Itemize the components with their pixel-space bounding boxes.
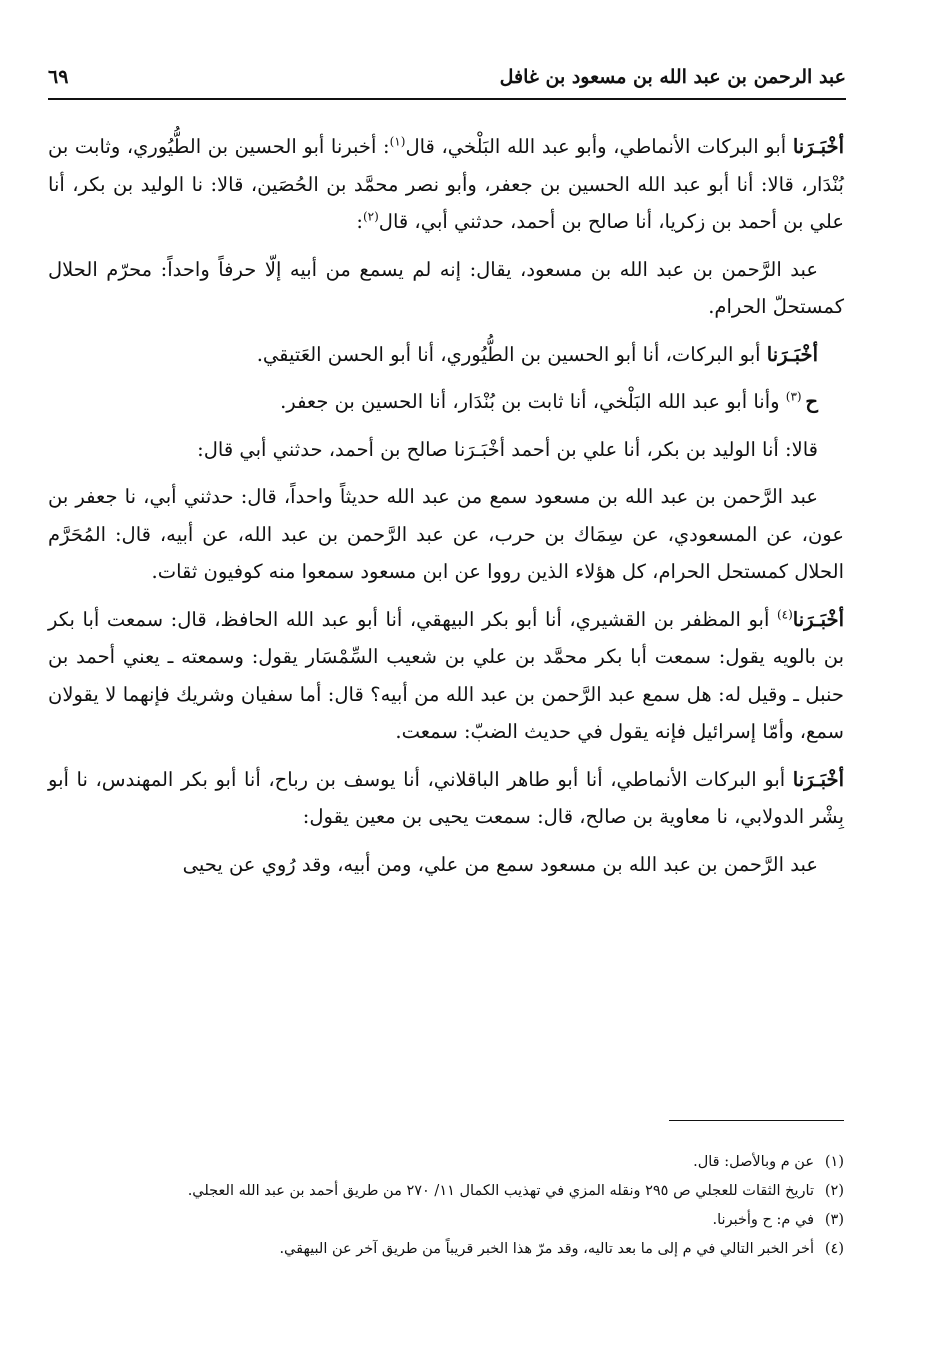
paragraph-2 xyxy=(48,251,844,326)
footnote-ref: (١) xyxy=(389,134,406,149)
footnote-number: (١) xyxy=(824,1154,844,1170)
paragraph-text: أبو المظفر بن القشيري، أنا أبو بكر البيهقي، أنا أبو عبد الله الحافظ، قال: سمعت أبا بكر بن بالويه يقول: سمعت أبا بكر محمَّد بن علي بن شعيب السِّمْسَار يقول: وسمعته ـ يعني أحمد بن حنبل ـ وقيل له: هل سمع عبد الرَّحمن بن عبد الله من أبيه؟ قال: أما سفيان وشريك فإنهما لا يقولان سمع، وأمّا إسرائيل فإنه يقول في حديث الضبّ: سمعت. xyxy=(48,607,844,743)
footnote-ref: (٤) xyxy=(776,607,793,621)
footnote-number: (٢) xyxy=(824,1183,844,1199)
paragraph-text: وأنا أبو عبد الله البَلْخي، أنا ثابت بن بُنْدَار، أنا الحسين بن جعفر. xyxy=(280,390,786,413)
paragraph-5 xyxy=(48,431,844,469)
paragraph-text: عبد الرَّحمن بن عبد الله بن مسعود، يقال: إنه لم يسمع من أبيه إلّا حرفاً واحداً: محرّم الحلال كمستحلّ الحرام. xyxy=(48,257,844,318)
paragraph-text: : xyxy=(356,210,363,233)
paragraph-text: عبد الرَّحمن بن عبد الله بن مسعود سمع من علي، ومن أبيه، وقد رُوي عن يحيى xyxy=(182,852,818,876)
footnotes xyxy=(48,1148,844,1264)
paragraph-text: عبد الرَّحمن بن عبد الله بن مسعود سمع من عبد الله حديثاً واحداً، قال: حدثني أبي، نا جعفر بن عون، عن المسعودي، عن سِمَاك بن حرب، عن عبد الرَّحمن بن عبد الله، عن أبيه، قال: المُحَرَّم الحلال كمستحل الحرام، كل هؤلاء الذين رووا عن ابن مسعود سمعوا منه كوفيون ثقات. xyxy=(48,485,844,583)
paragraph-6 xyxy=(48,478,844,591)
paragraph-lead: ح xyxy=(805,390,818,413)
main-text xyxy=(48,128,844,893)
footnote-ref: (٢) xyxy=(362,209,379,224)
paragraph-text: أبو البركات، أنا أبو الحسين بن الطُّيُوري، أنا أبو الحسن العَتيقي. xyxy=(256,342,767,366)
footnote-number: (٣) xyxy=(824,1212,844,1228)
running-header xyxy=(48,62,846,96)
footnote-text: أخر الخبر التالي في م إلى ما بعد تاليه، وقد مرّ هذا الخبر قريباً من طريق آخر عن البيهقي. xyxy=(279,1241,814,1257)
paragraph-lead: أخْبَـرَنا xyxy=(792,607,844,631)
header-rule xyxy=(48,98,846,100)
page-number: ٦٩ xyxy=(48,66,69,88)
paragraph-4 xyxy=(48,383,844,421)
paragraph-lead: أخْبَـرَنا xyxy=(766,342,818,366)
footnote-ref: (٣) xyxy=(785,389,806,404)
paragraph-9 xyxy=(48,846,844,884)
paragraph-lead: أخْبَـرَنا xyxy=(792,767,844,791)
paragraph-text: أبو البركات الأنماطي، وأبو عبد الله البَلْخي، قال xyxy=(405,135,793,158)
footnote-rule xyxy=(669,1120,844,1121)
paragraph-lead: أخْبَـرَنا xyxy=(792,135,845,158)
footnote-text: في م: ح وأخبرنا. xyxy=(712,1212,814,1228)
footnote-text: عن م وبالأصل: قال. xyxy=(693,1154,814,1170)
paragraph-7 xyxy=(48,601,844,751)
paragraph-text: أبو البركات الأنماطي، أنا أبو طاهر الباقلاني، أنا يوسف بن رباح، أنا أبو بكر المهندس، نا أبو بِشْر الدولابي، نا معاوية بن صالح، قال: سمعت يحيى بن معين يقول: xyxy=(48,767,844,828)
paragraph-3 xyxy=(48,336,844,374)
footnote-4 xyxy=(48,1235,844,1264)
paragraph-text: : أخبرنا أبو الحسين بن الطُّيُوري، وثابت بن بُنْدَار، قالا: أنا أبو عبد الله الحسين بن جعفر، وأبو نصر محمَّد بن الحُصَين، قالا: نا الوليد بن بكر، أنا علي بن أحمد بن زكريا، أنا صالح بن أحمد، حدثني أبي، قال xyxy=(48,135,844,233)
paragraph-8 xyxy=(48,761,844,836)
footnote-3 xyxy=(48,1206,844,1235)
footnote-2 xyxy=(48,1177,844,1206)
footnote-number: (٤) xyxy=(824,1241,844,1257)
header-title: عبد الرحمن بن عبد الله بن مسعود بن غافل xyxy=(499,66,846,88)
paragraph-1 xyxy=(48,128,844,241)
paragraph-text: قالا: أنا الوليد بن بكر، أنا علي بن أحمد أخْبَـرَنا صالح بن أحمد، حدثني أبي قال: xyxy=(197,437,818,461)
footnote-1 xyxy=(48,1148,844,1177)
footnote-text: تاريخ الثقات للعجلي ص ٢٩٥ ونقله المزي في تهذيب الكمال ١١/ ٢٧٠ من طريق أحمد بن عبد الله العجلي. xyxy=(187,1183,814,1199)
